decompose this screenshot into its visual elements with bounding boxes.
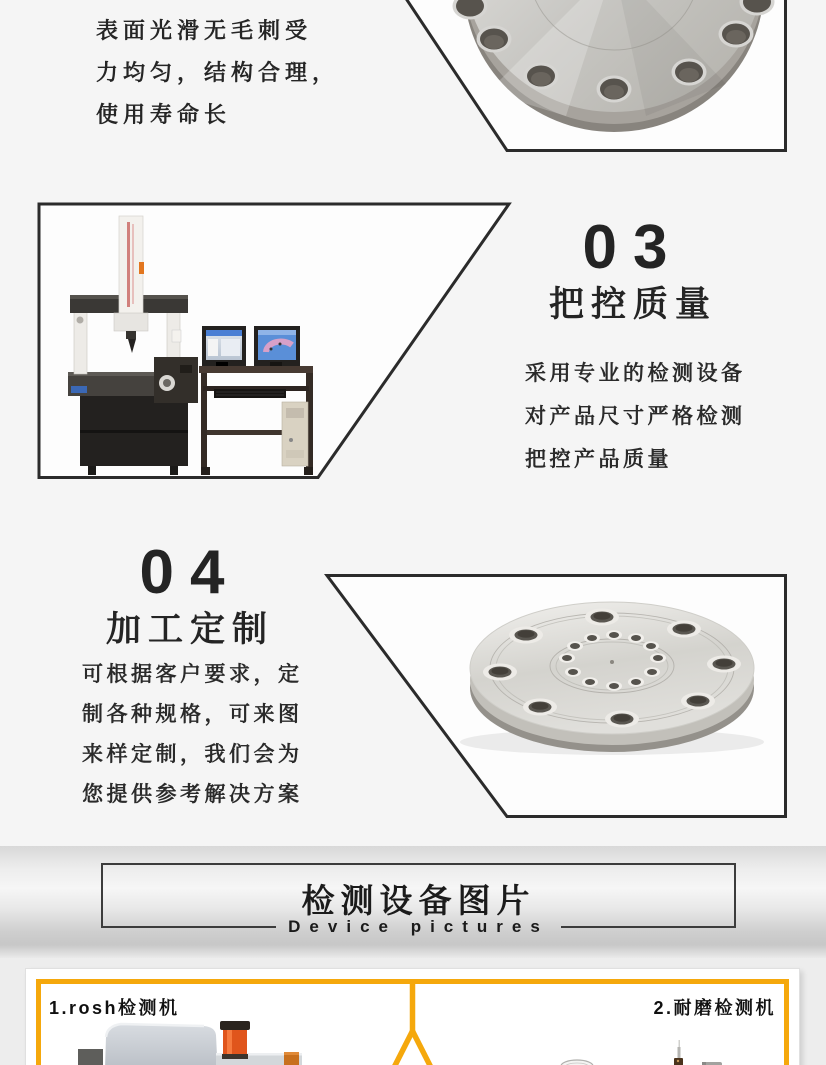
device-pictures-banner bbox=[0, 846, 826, 958]
section-number: 04 bbox=[139, 538, 241, 607]
section-title: 加工定制 bbox=[105, 610, 274, 649]
body-line: 您提供参考解决方案 bbox=[82, 783, 303, 806]
device-label-rosh-tester: 1.rosh检测机 bbox=[49, 998, 180, 1018]
cmm-monitor-left bbox=[202, 326, 246, 366]
section-quality-text bbox=[525, 352, 746, 481]
body-line: 把控产品质量 bbox=[525, 448, 672, 471]
section-quality-heading bbox=[450, 213, 816, 327]
device-label-wear-tester: 2.耐磨检测机 bbox=[653, 998, 776, 1018]
banner-title: 检测设备图片 bbox=[301, 882, 536, 919]
y-divider bbox=[378, 981, 447, 1065]
feature-text-block bbox=[96, 10, 339, 136]
body-line: 来样定制，我们会为 bbox=[82, 743, 303, 766]
devices-artwork bbox=[26, 969, 799, 1065]
banner-line-right bbox=[561, 926, 736, 928]
feature-line: 使用寿命长 bbox=[96, 102, 232, 127]
rosh-tester-image bbox=[78, 1021, 302, 1065]
feature-line: 表面光滑无毛刺受 bbox=[96, 18, 313, 43]
body-line: 对产品尺寸严格检测 bbox=[525, 405, 746, 428]
banner-subtitle: Device pictures bbox=[288, 917, 549, 936]
banner-frame bbox=[101, 863, 736, 936]
section-custom-heading bbox=[70, 538, 310, 652]
body-line: 采用专业的检测设备 bbox=[525, 362, 746, 385]
devices-section bbox=[0, 958, 826, 1065]
flange-photo-box-custom bbox=[320, 570, 795, 825]
section-custom-text bbox=[82, 655, 303, 815]
feature-line: 力均匀，结构合理， bbox=[96, 60, 340, 85]
banner-subtitle-row bbox=[101, 915, 736, 939]
body-line: 可根据客户要求，定 bbox=[82, 663, 303, 686]
section-title: 把控质量 bbox=[548, 285, 717, 324]
cmm-photo-box bbox=[30, 195, 520, 490]
cmm-monitor-right bbox=[254, 326, 300, 366]
banner-line-left bbox=[101, 926, 276, 928]
body-line: 制各种规格，可来图 bbox=[82, 703, 303, 726]
devices-photo-panel bbox=[25, 968, 800, 1065]
beacon-light bbox=[220, 1021, 250, 1059]
wear-tester-image bbox=[561, 1040, 722, 1065]
section-number: 03 bbox=[582, 213, 684, 282]
flange-photo-box-top bbox=[380, 0, 800, 160]
